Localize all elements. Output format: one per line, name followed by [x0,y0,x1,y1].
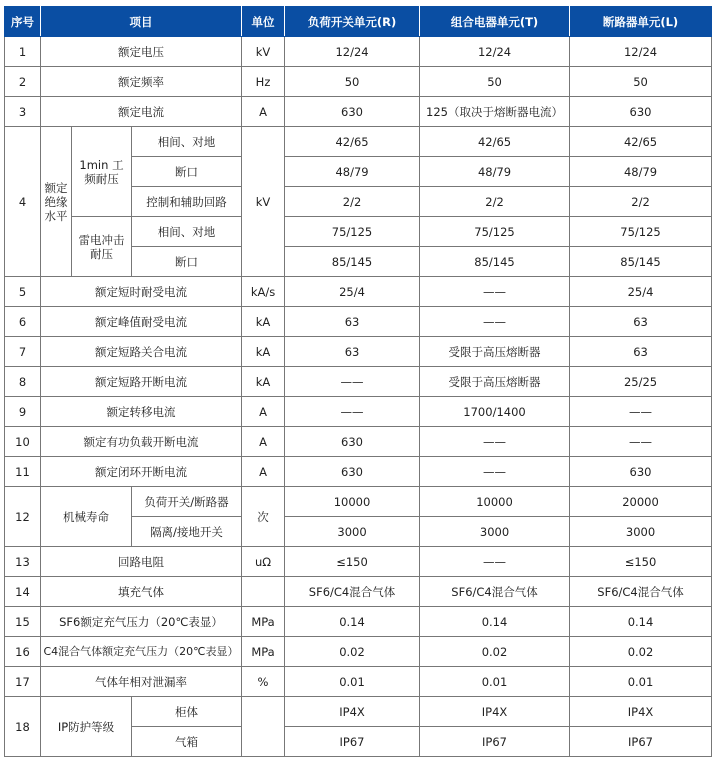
value-r: IP4X [285,697,420,727]
row-no: 5 [5,277,41,307]
row-unit: A [242,397,285,427]
value-t: 42/65 [420,127,570,157]
value-l: 25/25 [570,367,712,397]
value-t: —— [420,547,570,577]
row-unit: kV [242,37,285,67]
row-item: 额定短路关合电流 [41,337,242,367]
value-l: 0.01 [570,667,712,697]
row-no: 11 [5,457,41,487]
value-t: —— [420,457,570,487]
value-t: 受限于高压熔断器 [420,337,570,367]
value-t: 125（取决于熔断器电流） [420,97,570,127]
value-t: —— [420,427,570,457]
table-row [5,547,712,577]
sub-item: 柜体 [132,697,242,727]
row-no: 2 [5,67,41,97]
header-col-t: 组合电器单元(T) [420,7,570,37]
sub-item: 断口 [132,247,242,277]
value-t: 75/125 [420,217,570,247]
value-l: 63 [570,337,712,367]
row-unit: kA [242,337,285,367]
value-r: 0.01 [285,667,420,697]
value-r: —— [285,367,420,397]
row-item: 回路电阻 [41,547,242,577]
row-unit: MPa [242,607,285,637]
value-r: 25/4 [285,277,420,307]
table-row [5,667,712,697]
sub-item: 控制和辅助回路 [132,187,242,217]
row-no: 18 [5,697,41,757]
value-r: IP67 [285,727,420,757]
row-item: 额定绝缘水平 [41,127,72,277]
table-row [5,127,712,157]
value-l: 25/4 [570,277,712,307]
value-r: 50 [285,67,420,97]
value-l: IP67 [570,727,712,757]
row-unit: kV [242,127,285,277]
row-item: 额定电压 [41,37,242,67]
value-t: IP67 [420,727,570,757]
value-l: SF6/C4混合气体 [570,577,712,607]
value-t: 85/145 [420,247,570,277]
sub-item: 断口 [132,157,242,187]
value-r: 85/145 [285,247,420,277]
header-row [5,7,712,37]
table-row [5,67,712,97]
row-unit: A [242,97,285,127]
value-l: 20000 [570,487,712,517]
row-no: 7 [5,337,41,367]
value-r: SF6/C4混合气体 [285,577,420,607]
table-row [5,337,712,367]
table-row [5,697,712,727]
table-row [5,607,712,637]
value-l: 63 [570,307,712,337]
value-t: 0.01 [420,667,570,697]
value-l: 12/24 [570,37,712,67]
row-no: 14 [5,577,41,607]
value-l: IP4X [570,697,712,727]
value-t: 12/24 [420,37,570,67]
value-r: 630 [285,97,420,127]
row-item: 机械寿命 [41,487,132,547]
sub-item: 相间、对地 [132,127,242,157]
value-l: ≤150 [570,547,712,577]
value-l: 0.02 [570,637,712,667]
row-unit: 次 [242,487,285,547]
table-row [5,37,712,67]
value-t: IP4X [420,697,570,727]
row-unit: MPa [242,637,285,667]
value-r: 42/65 [285,127,420,157]
row-no: 16 [5,637,41,667]
table-row [5,97,712,127]
table-row [5,397,712,427]
value-r: 3000 [285,517,420,547]
row-no: 17 [5,667,41,697]
table-row [5,637,712,667]
sub-item: 气箱 [132,727,242,757]
value-r: 630 [285,427,420,457]
table-row [5,457,712,487]
row-unit: A [242,457,285,487]
value-t: 0.14 [420,607,570,637]
value-r: 630 [285,457,420,487]
value-r: 10000 [285,487,420,517]
row-unit: A [242,427,285,457]
value-l: —— [570,427,712,457]
value-t: 50 [420,67,570,97]
row-no: 9 [5,397,41,427]
value-t: 10000 [420,487,570,517]
value-t: 48/79 [420,157,570,187]
value-l: 50 [570,67,712,97]
row-unit [242,697,285,757]
row-item: 额定峰值耐受电流 [41,307,242,337]
row-no: 12 [5,487,41,547]
row-unit [242,577,285,607]
value-t: 2/2 [420,187,570,217]
value-r: 12/24 [285,37,420,67]
row-no: 4 [5,127,41,277]
value-t: SF6/C4混合气体 [420,577,570,607]
value-r: 0.14 [285,607,420,637]
table-row [5,277,712,307]
sub-item: 相间、对地 [132,217,242,247]
value-l: 0.14 [570,607,712,637]
value-t: 1700/1400 [420,397,570,427]
value-r: —— [285,397,420,427]
value-r: 63 [285,307,420,337]
value-l: —— [570,397,712,427]
header-unit: 单位 [242,7,285,37]
row-item: 额定电流 [41,97,242,127]
row-no: 1 [5,37,41,67]
row-item: 额定频率 [41,67,242,97]
row-item: 填充气体 [41,577,242,607]
group-label: 雷电冲击耐压 [72,217,132,277]
group-label: 1min 工频耐压 [72,127,132,217]
value-r: 48/79 [285,157,420,187]
table-row [5,427,712,457]
value-r: 63 [285,337,420,367]
row-item: 额定转移电流 [41,397,242,427]
row-item: 额定短路开断电流 [41,367,242,397]
spec-table [4,6,712,757]
value-l: 630 [570,97,712,127]
row-item: C4混合气体额定充气压力（20℃表显） [41,637,242,667]
header-col-l: 断路器单元(L) [570,7,712,37]
sub-item: 隔离/接地开关 [132,517,242,547]
row-unit: kA/s [242,277,285,307]
row-no: 13 [5,547,41,577]
value-l: 48/79 [570,157,712,187]
row-item: 额定有功负载开断电流 [41,427,242,457]
value-t: 受限于高压熔断器 [420,367,570,397]
value-t: —— [420,307,570,337]
value-l: 85/145 [570,247,712,277]
row-no: 6 [5,307,41,337]
value-r: ≤150 [285,547,420,577]
table-row [5,577,712,607]
row-no: 15 [5,607,41,637]
row-item: 气体年相对泄漏率 [41,667,242,697]
sub-item: 负荷开关/断路器 [132,487,242,517]
table-row [5,217,712,247]
row-item: 额定短时耐受电流 [41,277,242,307]
value-t: —— [420,277,570,307]
row-item: IP防护等级 [41,697,132,757]
row-unit: kA [242,307,285,337]
table-row [5,367,712,397]
header-no: 序号 [5,7,41,37]
row-unit: % [242,667,285,697]
value-r: 2/2 [285,187,420,217]
header-item: 项目 [41,7,242,37]
value-l: 42/65 [570,127,712,157]
row-no: 10 [5,427,41,457]
value-t: 0.02 [420,637,570,667]
value-l: 3000 [570,517,712,547]
value-r: 0.02 [285,637,420,667]
row-item: SF6额定充气压力（20℃表显） [41,607,242,637]
table-row [5,487,712,517]
row-no: 3 [5,97,41,127]
row-unit: kA [242,367,285,397]
row-no: 8 [5,367,41,397]
value-l: 2/2 [570,187,712,217]
row-unit: Hz [242,67,285,97]
value-t: 3000 [420,517,570,547]
header-col-r: 负荷开关单元(R) [285,7,420,37]
row-unit: uΩ [242,547,285,577]
row-item: 额定闭环开断电流 [41,457,242,487]
value-l: 630 [570,457,712,487]
table-row [5,307,712,337]
value-r: 75/125 [285,217,420,247]
value-l: 75/125 [570,217,712,247]
